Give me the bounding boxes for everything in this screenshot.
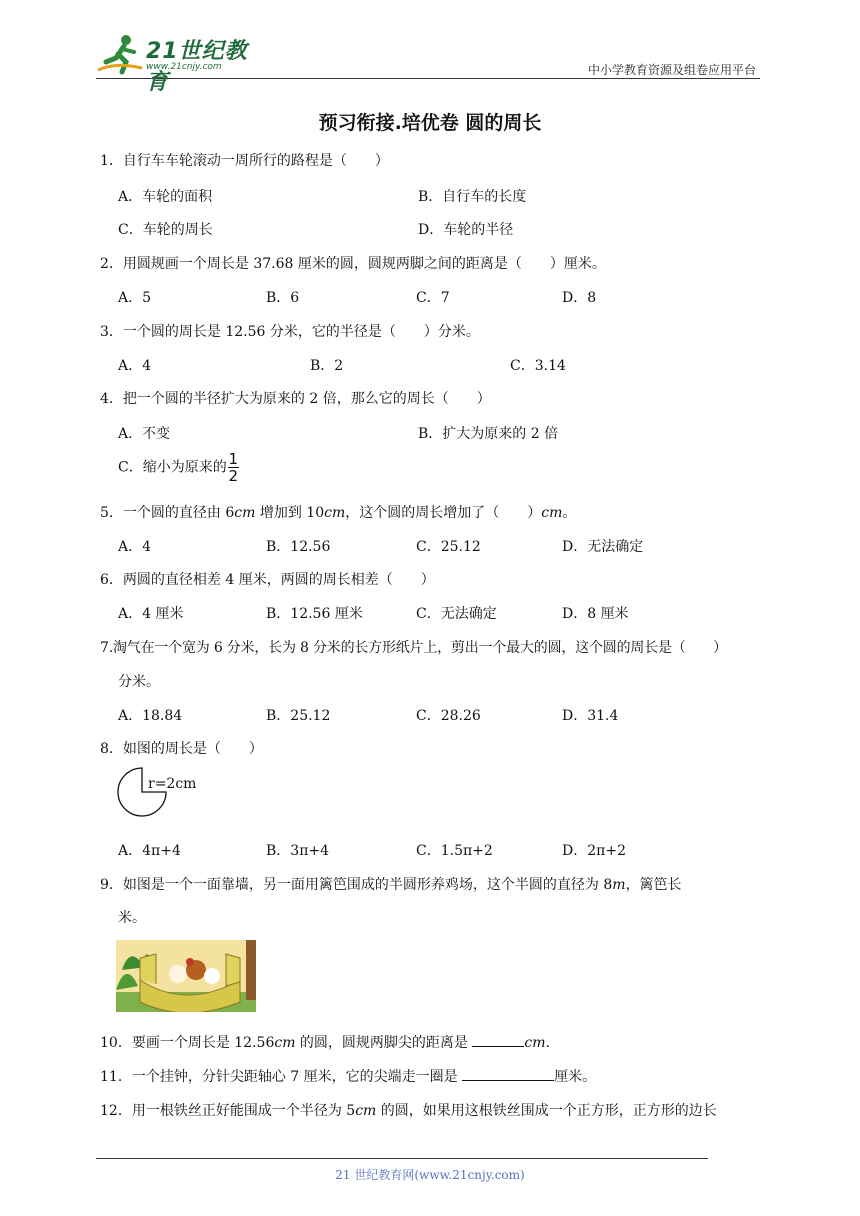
chicken-yard-image [116, 940, 256, 1012]
q7-option-b[interactable]: B．25.12 [266, 708, 331, 724]
q2-option-a[interactable]: A．5 [118, 290, 152, 306]
logo-url: www.21cnjy.com [146, 62, 222, 72]
runner-icon [96, 32, 146, 76]
q4-option-a[interactable]: A．不变 [118, 426, 171, 442]
q2-option-c[interactable]: C．7 [416, 290, 450, 306]
q7-option-c[interactable]: C．28.26 [416, 708, 481, 724]
q1-option-b[interactable]: B．自行车的长度 [418, 189, 527, 205]
q8-option-a[interactable]: A．4π+4 [118, 843, 181, 859]
question-4: 4．把一个圆的半径扩大为原来的 2 倍，那么它的周长（ ） [100, 391, 491, 407]
q1-option-c[interactable]: C．车轮的周长 [118, 222, 213, 238]
q8-option-c[interactable]: C．1.5π+2 [416, 843, 493, 859]
page-header [96, 30, 760, 95]
q6-option-a[interactable]: A．4 厘米 [118, 606, 184, 622]
q5-option-b[interactable]: B．12.56 [266, 539, 331, 555]
q2-option-d[interactable]: D．8 [562, 290, 597, 306]
site-logo [96, 32, 266, 95]
q5-option-c[interactable]: C．25.12 [416, 539, 481, 555]
question-7-cont: 分米。 [118, 674, 160, 690]
footer-text[interactable]: 21 世纪教育网(www.21cnjy.com) [335, 1168, 525, 1182]
q7-option-a[interactable]: A．18.84 [118, 708, 183, 724]
fraction-one-half: $\frac{1}{2}$ [228, 450, 238, 485]
three-quarter-circle-figure [116, 766, 206, 818]
question-6: 6．两圆的直径相差 4 厘米，两圆的周长相差（ ） [100, 572, 435, 588]
question-9-cont: 米。 [118, 910, 146, 926]
q8-option-d[interactable]: D．2π+2 [562, 843, 626, 859]
q5-option-a[interactable]: A．4 [118, 539, 152, 555]
q1-option-d[interactable]: D．车轮的半径 [418, 222, 514, 238]
q2-option-b[interactable]: B．6 [266, 290, 300, 306]
question-12: 12．用一根铁丝正好能围成一个半径为 5cm 的圆，如果用这根铁丝围成一个正方形，正方形的边长 [100, 1103, 717, 1119]
footer-divider [96, 1158, 708, 1159]
q1-option-a[interactable]: A．车轮的面积 [118, 189, 213, 205]
q5-option-d[interactable]: D．无法确定 [562, 539, 644, 555]
answer-blank-10[interactable] [472, 1032, 524, 1047]
logo-text: 21世纪教育 [146, 39, 248, 95]
question-2: 2．用圆规画一个周长是 37.68 厘米的圆，圆规两脚之间的距离是（ ）厘米。 [100, 256, 606, 272]
question-10: 10．要画一个周长是 12.56cm 的圆，圆规两脚尖的距离是 cm. [100, 1032, 550, 1052]
platform-name: 中小学教育资源及组卷应用平台 [587, 63, 756, 77]
q7-option-d[interactable]: D．31.4 [562, 708, 619, 724]
page-title: 预习衔接.培优卷 圆的周长 [318, 112, 542, 134]
answer-blank-11[interactable] [462, 1066, 554, 1081]
q8-option-b[interactable]: B．3π+4 [266, 843, 330, 859]
question-5: 5．一个圆的直径由 6cm 增加到 10cm，这个圆的周长增加了（ ）cm。 [100, 505, 577, 521]
radius-label: r=2cm [148, 776, 197, 792]
question-1: 1．自行车车轮滚动一周所行的路程是（ ） [100, 153, 389, 169]
question-7: 7.淘气在一个宽为 6 分米，长为 8 分米的长方形纸片上，剪出一个最大的圆，这个圆的周长是（ ） [100, 640, 727, 656]
question-11: 11．一个挂钟，分针尖距轴心 7 厘米，它的尖端走一圈是 厘米。 [100, 1066, 596, 1086]
q6-option-c[interactable]: C．无法确定 [416, 606, 497, 622]
question-8: 8．如图的周长是（ ） [100, 741, 263, 757]
q4-option-c[interactable]: C．缩小为原来的$\frac{1}{2}$ [118, 450, 238, 485]
q4-option-b[interactable]: B．扩大为原来的 2 倍 [418, 426, 559, 442]
q6-option-d[interactable]: D．8 厘米 [562, 606, 629, 622]
question-9: 9．如图是一个一面靠墙，另一面用篱笆围成的半圆形养鸡场，这个半圆的直径为 8m，篱笆长 [100, 877, 682, 893]
q3-option-a[interactable]: A．4 [118, 358, 152, 374]
q6-option-b[interactable]: B．12.56 厘米 [266, 606, 363, 622]
q3-option-b[interactable]: B．2 [310, 358, 344, 374]
question-3: 3．一个圆的周长是 12.56 分米，它的半径是（ ）分米。 [100, 324, 480, 340]
q3-option-c[interactable]: C．3.14 [510, 358, 566, 374]
